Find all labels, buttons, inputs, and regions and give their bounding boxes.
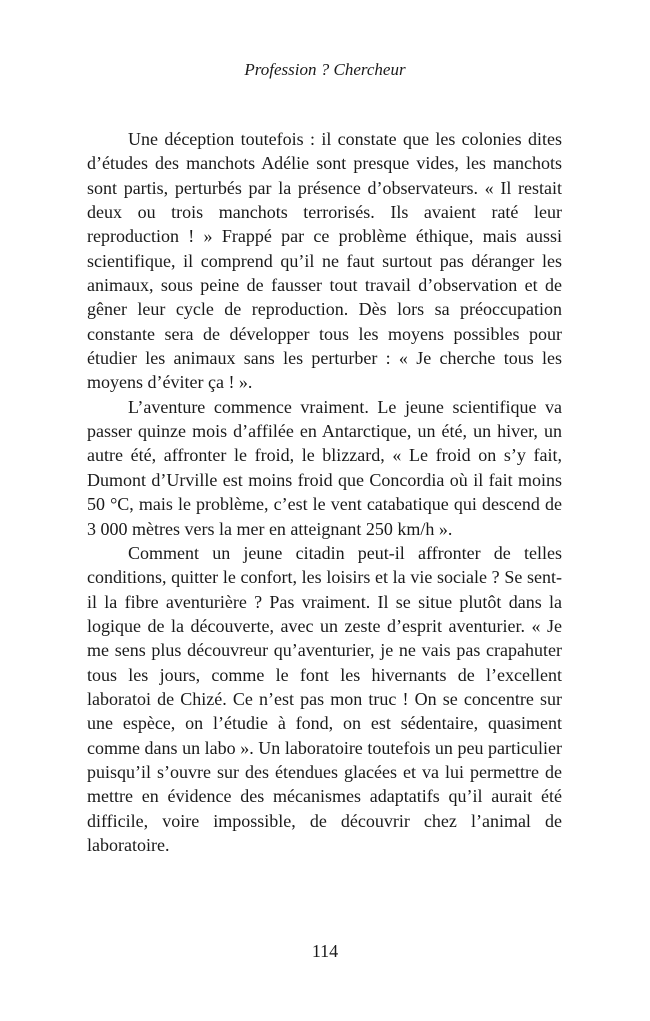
paragraph-3: Comment un jeune citadin peut-il affronter de telles conditions, quitter le confort, les loisirs et la vie sociale ? Se sent-il la fibre aventurière ? Pas vraiment. Il se situe plutôt dans la logique de la découverte, avec un zeste d’esprit aventurier. « Je me sens plus découvreur qu’aventurier, je ne vais pas crapahuter tous les jours, comme le font les hivernants de l’excellent laboratoi de Chizé. Ce n’est pas mon truc ! On se concentre sur une espèce, on l’étudie à fond, on est sédentaire, quasiment comme dans un labo ». Un laboratoire toutefois un peu particulier puisqu’il s’ouvre sur des étendues glacées et va lui permettre de mettre en évidence des mécanismes adaptatifs qu’il aurait été difficile, voire impossible, de découvrir chez l’animal de laboratoire.	[87, 542, 562, 855]
page-number: 114	[311, 941, 339, 961]
paragraph-2: L’aventure commence vraiment. Le jeune scientifique va passer quinze mois d’affilée en Antarctique, un été, un hiver, un autre été, affronter le froid, le blizzard, « Le froid on s’y fait, Dumont d’Urville est moins froid que Concordia où il fait moins 50 °C, mais le problème, c’est le vent catabatique qui descend de 3 000 mètres vers la mer en atteignant 250 km/h ».	[87, 396, 562, 539]
running-header: Profession ? Chercheur	[244, 60, 406, 79]
paragraph-1: Une déception toutefois : il constate que les colonies dites d’études des manchots Adélie sont presque vides, les manchots sont partis, perturbés par la présence d’observateurs. « Il restait deux ou trois manchots terrorisés. Ils avaient raté leur reproduction ! » Frappé par ce problème éthique, mais aussi scientifique, il comprend qu’il ne faut surtout pas déranger les animaux, sous peine de fausser tout travail d’observation et de gêner leur cycle de reproduction. Dès lors sa préoccupation constante sera de développer tous les moyens possibles pour étudier les animaux sans les perturber : « Je cherche tous les moyens d’éviter ça ! ».	[87, 129, 562, 393]
body-text	[87, 127, 562, 857]
